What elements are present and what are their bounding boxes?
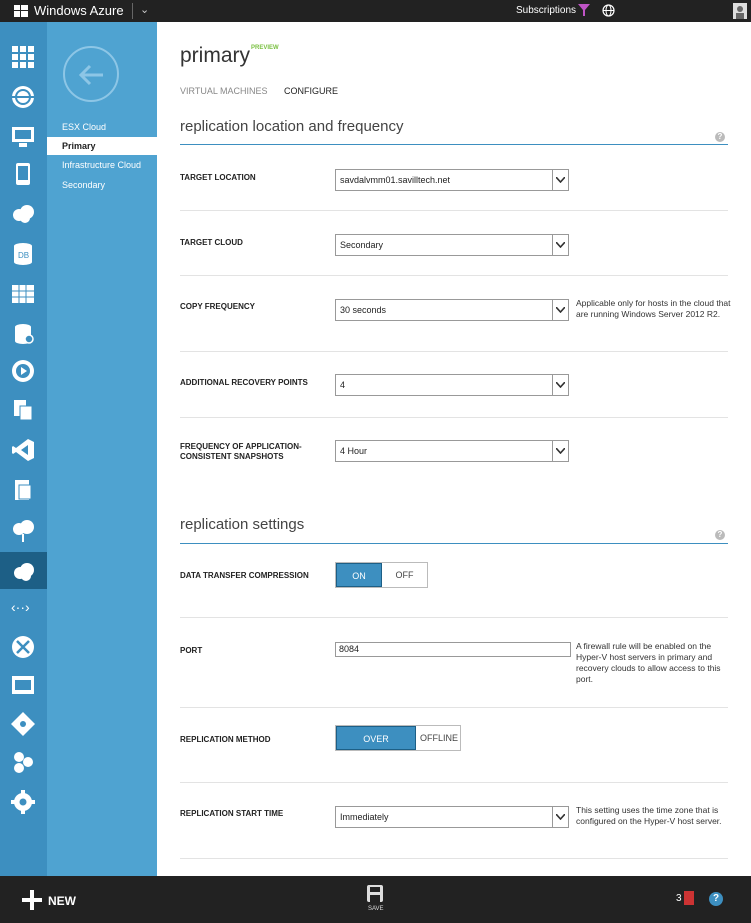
subnav-item-primary[interactable]: Primary xyxy=(47,137,157,155)
compression-on-option[interactable]: ON xyxy=(336,563,382,587)
traffic-manager-icon[interactable] xyxy=(8,632,38,662)
biztalk-icon[interactable] xyxy=(8,515,38,545)
service-icon-bar xyxy=(0,22,47,876)
help-icon[interactable]: ? xyxy=(715,530,725,540)
chevron-down-icon xyxy=(552,235,568,255)
cache-icon[interactable] xyxy=(8,475,38,505)
chevron-down-icon xyxy=(552,441,568,461)
tab-virtual-machines[interactable]: VIRTUAL MACHINES xyxy=(180,86,268,96)
active-directory-icon[interactable] xyxy=(8,709,38,739)
settings-gear-icon[interactable] xyxy=(8,787,38,817)
management-services-icon[interactable] xyxy=(8,670,38,700)
page-title: primary xyxy=(180,44,251,67)
media-services-icon[interactable] xyxy=(8,356,38,386)
user-avatar-icon[interactable] xyxy=(733,3,747,19)
replication-method-toggle[interactable] xyxy=(335,725,461,768)
section-title-location: replication location and frequency xyxy=(180,118,404,135)
port-label: PORT xyxy=(180,646,203,655)
divider xyxy=(180,782,728,783)
snapshots-value: 4 Hour xyxy=(340,446,368,456)
web-sites-icon[interactable] xyxy=(8,82,38,112)
subnav-item-secondary[interactable]: Secondary xyxy=(62,180,106,190)
help-icon[interactable]: ? xyxy=(709,892,723,906)
copy-frequency-note: Applicable only for hosts in the cloud that are running Windows Server 2012 R2. xyxy=(576,298,731,319)
save-icon[interactable] xyxy=(367,885,383,902)
windows-logo-icon xyxy=(14,5,28,17)
tab-configure[interactable]: CONFIGURE xyxy=(284,86,338,96)
divider xyxy=(180,275,728,276)
snapshots-select[interactable] xyxy=(335,440,569,462)
subnav-item-esx-cloud[interactable]: ESX Cloud xyxy=(62,122,107,132)
section-underline xyxy=(180,543,728,544)
notification-status-icon[interactable] xyxy=(684,891,694,905)
compression-toggle[interactable] xyxy=(335,562,428,588)
copy-frequency-select[interactable] xyxy=(335,299,569,321)
replication-method-label: REPLICATION METHOD xyxy=(180,735,271,744)
mobile-services-icon[interactable] xyxy=(8,159,38,189)
over-network-option[interactable]: OVER NETWORK xyxy=(336,726,416,750)
recovery-points-label: ADDITIONAL RECOVERY POINTS xyxy=(180,378,308,387)
target-cloud-value: Secondary xyxy=(340,240,384,250)
cloud-services-icon[interactable] xyxy=(8,199,38,229)
svg-text:‹··›: ‹··› xyxy=(11,599,30,615)
visual-studio-icon[interactable] xyxy=(8,435,38,465)
subscriptions-link[interactable]: Subscriptions xyxy=(516,5,577,16)
storage-icon[interactable] xyxy=(8,279,38,309)
chevron-down-icon xyxy=(552,807,568,827)
globe-icon[interactable] xyxy=(602,4,615,17)
compression-off-option[interactable]: OFF xyxy=(382,563,427,587)
start-time-label: REPLICATION START TIME xyxy=(180,809,284,818)
chevron-down-icon xyxy=(552,170,568,190)
snapshots-label: FREQUENCY OF APPLICATION-CONSISTENT SNAPSHOTS xyxy=(180,442,302,461)
start-time-select[interactable] xyxy=(335,806,569,828)
new-button[interactable]: NEW xyxy=(48,894,76,908)
target-location-value: savdalvmm01.savilltech.net xyxy=(340,175,451,185)
port-note: A firewall rule will be enabled on the Hyper-V host servers in primary and recovery clouds to allow access to this port. xyxy=(576,641,721,684)
filter-icon[interactable] xyxy=(578,4,590,17)
chevron-down-icon xyxy=(552,375,568,395)
offline-option[interactable]: OFFLINE xyxy=(416,726,460,750)
hdinsight-icon[interactable] xyxy=(8,319,38,349)
app-title[interactable]: Windows Azure xyxy=(34,3,124,18)
plus-icon[interactable] xyxy=(22,890,42,910)
divider xyxy=(180,210,728,211)
back-arrow-icon xyxy=(77,60,107,90)
start-time-note: This setting uses the time zone that is configured on the Hyper-V host server. xyxy=(576,805,722,826)
recovery-points-value: 4 xyxy=(340,380,346,390)
section-title-settings: replication settings xyxy=(180,516,305,533)
compression-label: DATA TRANSFER COMPRESSION xyxy=(180,571,309,580)
target-location-select[interactable] xyxy=(335,169,569,191)
back-button[interactable] xyxy=(63,46,119,102)
target-location-label: TARGET LOCATION xyxy=(180,173,256,182)
divider xyxy=(180,858,728,859)
copy-frequency-value: 30 seconds xyxy=(340,305,387,315)
service-bus-icon[interactable] xyxy=(8,395,38,425)
main-content xyxy=(157,22,751,876)
start-time-value: Immediately xyxy=(340,812,389,822)
help-icon[interactable]: ? xyxy=(715,132,725,142)
divider xyxy=(180,417,728,418)
chevron-down-icon[interactable]: ⌄ xyxy=(140,4,150,16)
sql-databases-icon[interactable] xyxy=(8,239,38,269)
subnav-item-infrastructure-cloud[interactable]: Infrastructure Cloud xyxy=(62,160,142,170)
copy-frequency-label: COPY FREQUENCY xyxy=(180,302,255,311)
notification-count[interactable]: 3 xyxy=(676,893,682,904)
port-input[interactable]: 8084 xyxy=(335,642,571,657)
networks-icon[interactable] xyxy=(8,592,38,622)
divider xyxy=(180,351,728,352)
recovery-services-icon[interactable] xyxy=(0,552,47,589)
sub-navigation xyxy=(47,22,157,876)
divider xyxy=(180,707,728,708)
virtual-machines-icon[interactable] xyxy=(8,122,38,152)
save-button[interactable]: SAVE xyxy=(368,906,384,912)
section-underline xyxy=(180,144,728,145)
add-ons-icon[interactable] xyxy=(8,747,38,777)
all-items-icon[interactable] xyxy=(8,42,38,72)
divider xyxy=(132,3,133,19)
recovery-points-select[interactable] xyxy=(335,374,569,396)
target-cloud-label: TARGET CLOUD xyxy=(180,238,243,247)
command-bar xyxy=(0,876,751,923)
chevron-down-icon xyxy=(552,300,568,320)
divider xyxy=(180,617,728,618)
preview-badge: PREVIEW xyxy=(251,45,279,51)
top-bar xyxy=(0,0,751,22)
target-cloud-select[interactable] xyxy=(335,234,569,256)
svg-text:DB: DB xyxy=(18,251,30,260)
